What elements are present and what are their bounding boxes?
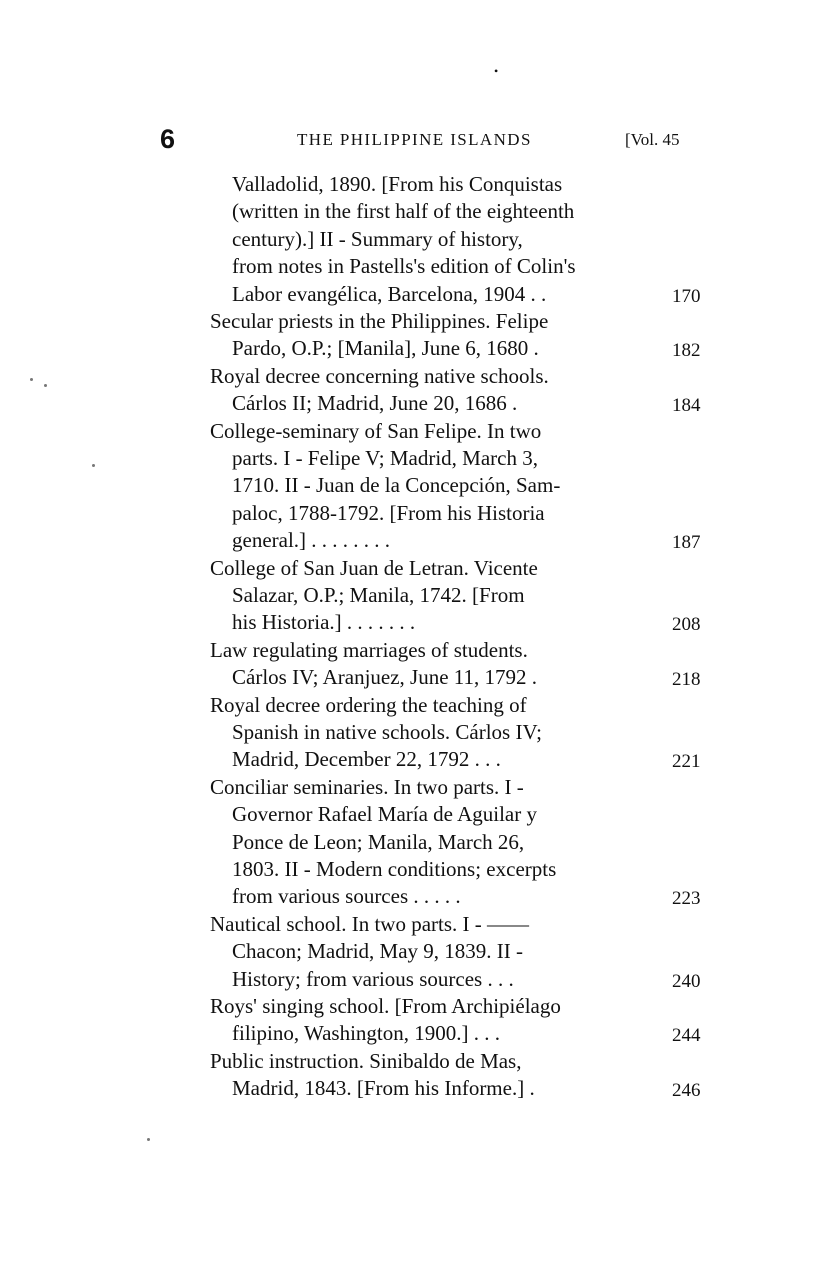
- toc-entry-line: Salazar, O.P.; Manila, 1742. [From: [232, 583, 525, 607]
- toc-page-number: 184: [672, 395, 701, 417]
- toc-entry-line: his Historia.] . . . . . . .: [232, 610, 421, 635]
- toc-entry-line: History; from various sources . . .: [232, 966, 519, 991]
- toc-page-number: 240: [672, 970, 701, 992]
- toc-entry-title: Roys' singing school. [From Archipiélago: [210, 994, 561, 1018]
- toc-entry-line: paloc, 1788-1792. [From his Historia: [232, 500, 545, 525]
- toc-entry-line: general.] . . . . . . . .: [232, 528, 396, 553]
- toc-page-number: 223: [672, 888, 701, 910]
- toc-entry-title: Royal decree concerning native schools.: [210, 363, 549, 388]
- toc-entry-title: Royal decree ordering the teaching of: [210, 692, 527, 717]
- toc-entry-line: Ponce de Leon; Manila, March 26,: [232, 829, 525, 854]
- toc-entry-line: Cárlos II; Madrid, June 20, 1686 .: [232, 391, 523, 416]
- toc-entry-line: parts. I - Felipe V; Madrid, March 3,: [232, 446, 538, 470]
- stray-mark: •: [494, 64, 499, 78]
- toc-entry-line: 1803. II - Modern conditions; excerpts: [232, 857, 557, 881]
- running-header: [0, 124, 824, 154]
- toc-entry-line: Governor Rafael María de Aguilar y: [232, 802, 537, 827]
- toc-entry-title: Law regulating marriages of students.: [210, 637, 528, 662]
- toc-entry-line: Chacon; Madrid, May 9, 1839. II -: [232, 939, 524, 964]
- toc-entry-title: College of San Juan de Letran. Vicente: [210, 555, 538, 580]
- toc-entry-line: from various sources . . . . .: [232, 884, 466, 909]
- running-title: THE PHILIPPINE ISLANDS: [297, 130, 532, 149]
- toc-page-number: 182: [672, 340, 701, 362]
- toc-entry-line: century).] II - Summary of history,: [232, 226, 523, 251]
- toc-page-number: 187: [672, 532, 701, 554]
- toc-entry-title: Public instruction. Sinibaldo de Mas,: [210, 1048, 522, 1073]
- toc-entry-title: Conciliar seminaries. In two parts. I -: [210, 774, 524, 799]
- toc-entry-title: College-seminary of San Felipe. In two: [210, 418, 542, 443]
- toc-entry-line: filipino, Washington, 1900.] . . .: [232, 1021, 506, 1046]
- toc-entry-line: Labor evangélica, Barcelona, 1904 . .: [232, 281, 552, 306]
- toc-page-number: 246: [672, 1080, 701, 1102]
- toc-entry-line: from notes in Pastells's edition of Colin's: [232, 254, 576, 279]
- toc-entry-line: Cárlos IV; Aranjuez, June 11, 1792 .: [232, 665, 543, 690]
- toc-entry-title: Nautical school. In two parts. I - ——: [210, 911, 530, 936]
- speck: [147, 1138, 150, 1141]
- toc-page-number: 170: [672, 285, 701, 307]
- speck: [30, 378, 33, 381]
- toc-entry-title: Valladolid, 1890. [From his Conquistas: [232, 172, 563, 196]
- volume-label: [Vol. 45: [625, 130, 680, 149]
- speck: [92, 464, 95, 467]
- speck: [44, 384, 47, 387]
- toc-page-number: 221: [672, 751, 701, 773]
- toc-entry-title: Secular priests in the Philippines. Felipe: [210, 309, 549, 333]
- toc-page-number: 208: [672, 614, 701, 636]
- toc-entry-line: Madrid, December 22, 1792 . . .: [232, 747, 507, 772]
- toc-entry-line: 1710. II - Juan de la Concepción, Sam-: [232, 473, 561, 498]
- toc-page-number: 244: [672, 1025, 701, 1047]
- toc-entry-line: (written in the first half of the eighteenth: [232, 199, 575, 224]
- toc-entry-line: Madrid, 1843. [From his Informe.] .: [232, 1076, 540, 1101]
- toc-page-number: 218: [672, 669, 701, 691]
- toc-entry-line: Pardo, O.P.; [Manila], June 6, 1680 .: [232, 336, 545, 361]
- toc-entry-line: Spanish in native schools. Cárlos IV;: [232, 720, 542, 744]
- page-number: 6: [160, 124, 176, 154]
